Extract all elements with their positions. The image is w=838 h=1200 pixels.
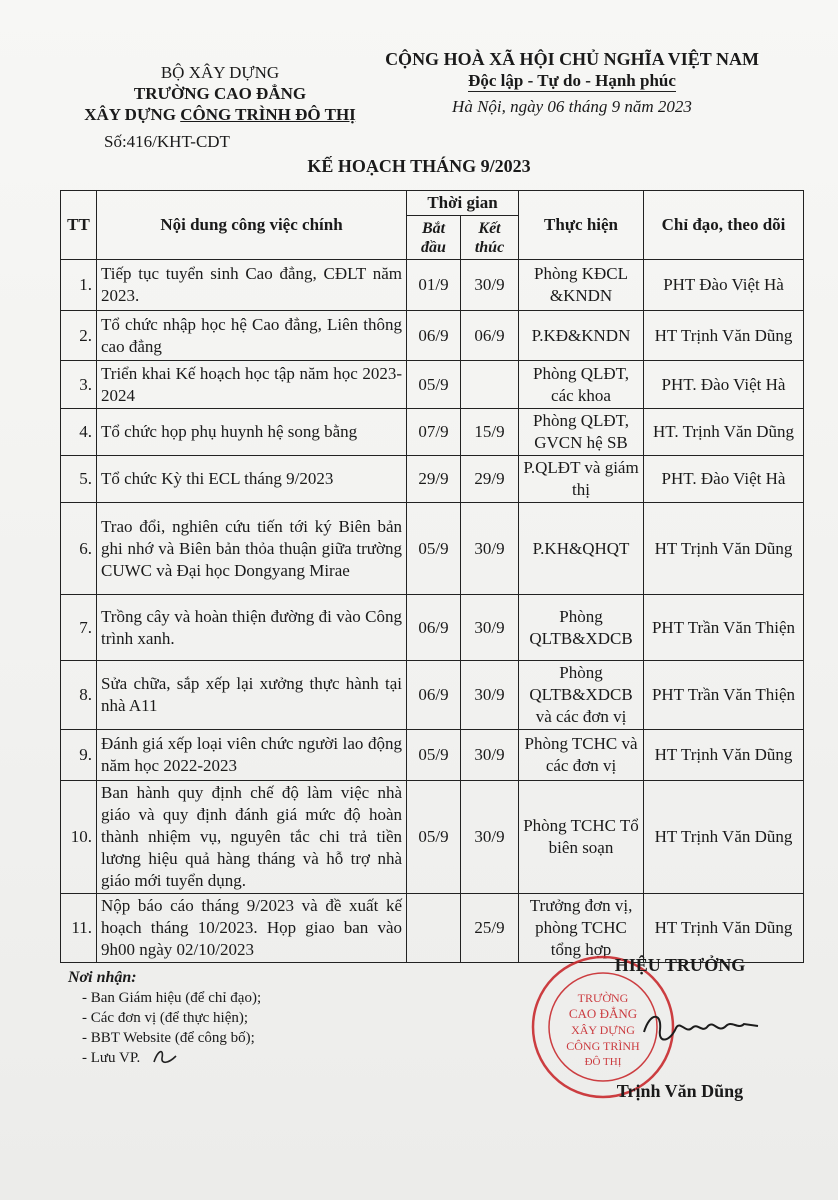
row-start-date: 07/9: [407, 409, 461, 456]
row-content: Tổ chức Kỳ thi ECL tháng 9/2023: [97, 456, 407, 503]
row-start-date: 29/9: [407, 456, 461, 503]
row-number: 3.: [61, 361, 97, 409]
ministry-name: BỘ XÂY DỰNG: [160, 63, 280, 82]
table-row: [61, 361, 804, 409]
recipients-label: Nơi nhận:: [68, 969, 137, 986]
row-number: 7.: [61, 595, 97, 661]
row-start-date: 05/9: [407, 781, 461, 894]
recipients-block: [68, 968, 448, 1068]
row-end-date: 15/9: [461, 409, 519, 456]
issuing-organization: [40, 62, 400, 152]
document-number: Số:416/KHT-CDT: [104, 132, 230, 151]
school-name-line2: XÂY DỰNG CÔNG TRÌNH ĐÔ THỊ: [84, 105, 356, 124]
row-supervisor: PHT. Đào Việt Hà: [644, 456, 804, 503]
table-row: [61, 730, 804, 781]
row-start-date: 05/9: [407, 730, 461, 781]
row-supervisor: PHT Trần Văn Thiện: [644, 595, 804, 661]
row-performer: Phòng QLĐT, GVCN hệ SB: [519, 409, 644, 456]
row-supervisor: HT Trịnh Văn Dũng: [644, 503, 804, 595]
row-end-date: 06/9: [461, 311, 519, 361]
row-supervisor: PHT Đào Việt Hà: [644, 260, 804, 311]
national-motto: Độc lập - Tự do - Hạnh phúc: [468, 71, 676, 90]
row-end-date: 30/9: [461, 595, 519, 661]
header-performer: Thực hiện: [519, 191, 644, 260]
signer-name: Trịnh Văn Dũng: [616, 1081, 744, 1101]
recipient-item: - Ban Giám hiệu (để chỉ đạo);: [82, 990, 262, 1006]
table-row: [61, 311, 804, 361]
row-content: Sửa chữa, sắp xếp lại xưởng thực hành tại nhà A11: [97, 661, 407, 730]
row-content: Tổ chức nhập học hệ Cao đẳng, Liên thông cao đẳng: [97, 311, 407, 361]
header-start: Bắt đầu: [407, 216, 461, 260]
row-supervisor: HT Trịnh Văn Dũng: [644, 894, 804, 963]
header-tt: TT: [61, 191, 97, 260]
table-row: [61, 595, 804, 661]
recipient-item: - BBT Website (để công bố);: [82, 1030, 255, 1046]
row-content: Tổ chức họp phụ huynh hệ song bằng: [97, 409, 407, 456]
row-start-date: 06/9: [407, 311, 461, 361]
row-start-date: 05/9: [407, 503, 461, 595]
row-performer: Phòng QLĐT, các khoa: [519, 361, 644, 409]
svg-text:ĐÔ THỊ: ĐÔ THỊ: [584, 1056, 622, 1068]
svg-text:CÔNG TRÌNH: CÔNG TRÌNH: [566, 1039, 640, 1053]
row-start-date: 06/9: [407, 661, 461, 730]
header-content: Nội dung công việc chính: [97, 191, 407, 260]
row-number: 4.: [61, 409, 97, 456]
row-end-date: 25/9: [461, 894, 519, 963]
row-end-date: 29/9: [461, 456, 519, 503]
row-supervisor: HT. Trịnh Văn Dũng: [644, 409, 804, 456]
header-time: Thời gian: [407, 191, 519, 216]
table-row: [61, 781, 804, 894]
table-row: [61, 661, 804, 730]
recipient-item: - Các đơn vị (để thực hiện);: [82, 1010, 249, 1026]
row-performer: P.KĐ&KNDN: [519, 311, 644, 361]
row-number: 10.: [61, 781, 97, 894]
row-performer: P.KH&QHQT: [519, 503, 644, 595]
document-title: KẾ HOẠCH THÁNG 9/2023: [307, 156, 531, 176]
handwritten-initial-mark: [150, 1046, 180, 1068]
signer-role: HIỆU TRƯỞNG: [614, 955, 746, 975]
row-number: 8.: [61, 661, 97, 730]
row-number: 9.: [61, 730, 97, 781]
national-header: [362, 48, 782, 118]
row-supervisor: HT Trịnh Văn Dũng: [644, 311, 804, 361]
row-start-date: 05/9: [407, 361, 461, 409]
handwritten-signature: [640, 1004, 760, 1054]
row-supervisor: PHT Trần Văn Thiện: [644, 661, 804, 730]
row-supervisor: HT Trịnh Văn Dũng: [644, 730, 804, 781]
header-supervisor: Chỉ đạo, theo dõi: [644, 191, 804, 260]
row-content: Đánh giá xếp loại viên chức người lao động năm học 2022-2023: [97, 730, 407, 781]
plan-table: [60, 190, 804, 963]
svg-text:XÂY DỰNG: XÂY DỰNG: [571, 1023, 635, 1037]
row-end-date: [461, 361, 519, 409]
recipient-item: - Lưu VP.: [82, 1050, 141, 1066]
row-performer: Trưởng đơn vị, phòng TCHC tổng hợp: [519, 894, 644, 963]
svg-text:CAO ĐẲNG: CAO ĐẲNG: [568, 1006, 638, 1021]
row-start-date: 06/9: [407, 595, 461, 661]
row-number: 5.: [61, 456, 97, 503]
row-number: 1.: [61, 260, 97, 311]
row-end-date: 30/9: [461, 503, 519, 595]
row-end-date: 30/9: [461, 781, 519, 894]
document-date: Hà Nội, ngày 06 tháng 9 năm 2023: [452, 97, 692, 116]
row-supervisor: HT Trịnh Văn Dũng: [644, 781, 804, 894]
row-performer: Phòng QLTB&XDCB và các đơn vị: [519, 661, 644, 730]
row-number: 11.: [61, 894, 97, 963]
row-content: Trao đổi, nghiên cứu tiến tới ký Biên bản ghi nhớ và Biên bản thỏa thuận giữa trường CUWC và Đại học Dongyang Mirae: [97, 503, 407, 595]
row-start-date: [407, 894, 461, 963]
row-start-date: 01/9: [407, 260, 461, 311]
row-performer: Phòng QLTB&XDCB: [519, 595, 644, 661]
row-number: 6.: [61, 503, 97, 595]
header-end: Kết thúc: [461, 216, 519, 260]
row-performer: Phòng TCHC Tổ biên soạn: [519, 781, 644, 894]
row-end-date: 30/9: [461, 260, 519, 311]
row-performer: P.QLĐT và giám thị: [519, 456, 644, 503]
table-row: [61, 409, 804, 456]
row-number: 2.: [61, 311, 97, 361]
row-performer: Phòng KĐCL &KNDN: [519, 260, 644, 311]
row-content: Nộp báo cáo tháng 9/2023 và đề xuất kế hoạch tháng 10/2023. Họp giao ban vào 9h00 ngày 02/10/2023: [97, 894, 407, 963]
row-supervisor: PHT. Đào Việt Hà: [644, 361, 804, 409]
table-row: [61, 260, 804, 311]
svg-text:TRƯỜNG: TRƯỜNG: [577, 991, 629, 1005]
nation-name: CỘNG HOÀ XÃ HỘI CHỦ NGHĨA VIỆT NAM: [385, 49, 759, 69]
row-end-date: 30/9: [461, 730, 519, 781]
row-content: Trồng cây và hoàn thiện đường đi vào Công trình xanh.: [97, 595, 407, 661]
table-row: [61, 503, 804, 595]
row-content: Ban hành quy định chế độ làm việc nhà giáo và quy định đánh giá mức độ hoàn thành nhiệm vụ, nguyên tắc chi trả tiền lương hiệu quả hàng tháng và hỗ trợ nhà giáo mới tuyển dụng.: [97, 781, 407, 894]
plan-table-body: [61, 260, 804, 963]
row-performer: Phòng TCHC và các đơn vị: [519, 730, 644, 781]
school-name-line1: TRƯỜNG CAO ĐẲNG: [133, 84, 307, 103]
row-content: Triển khai Kế hoạch học tập năm học 2023-2024: [97, 361, 407, 409]
row-content: Tiếp tục tuyển sinh Cao đẳng, CĐLT năm 2023.: [97, 260, 407, 311]
table-row: [61, 456, 804, 503]
table-row: [61, 894, 804, 963]
row-end-date: 30/9: [461, 661, 519, 730]
